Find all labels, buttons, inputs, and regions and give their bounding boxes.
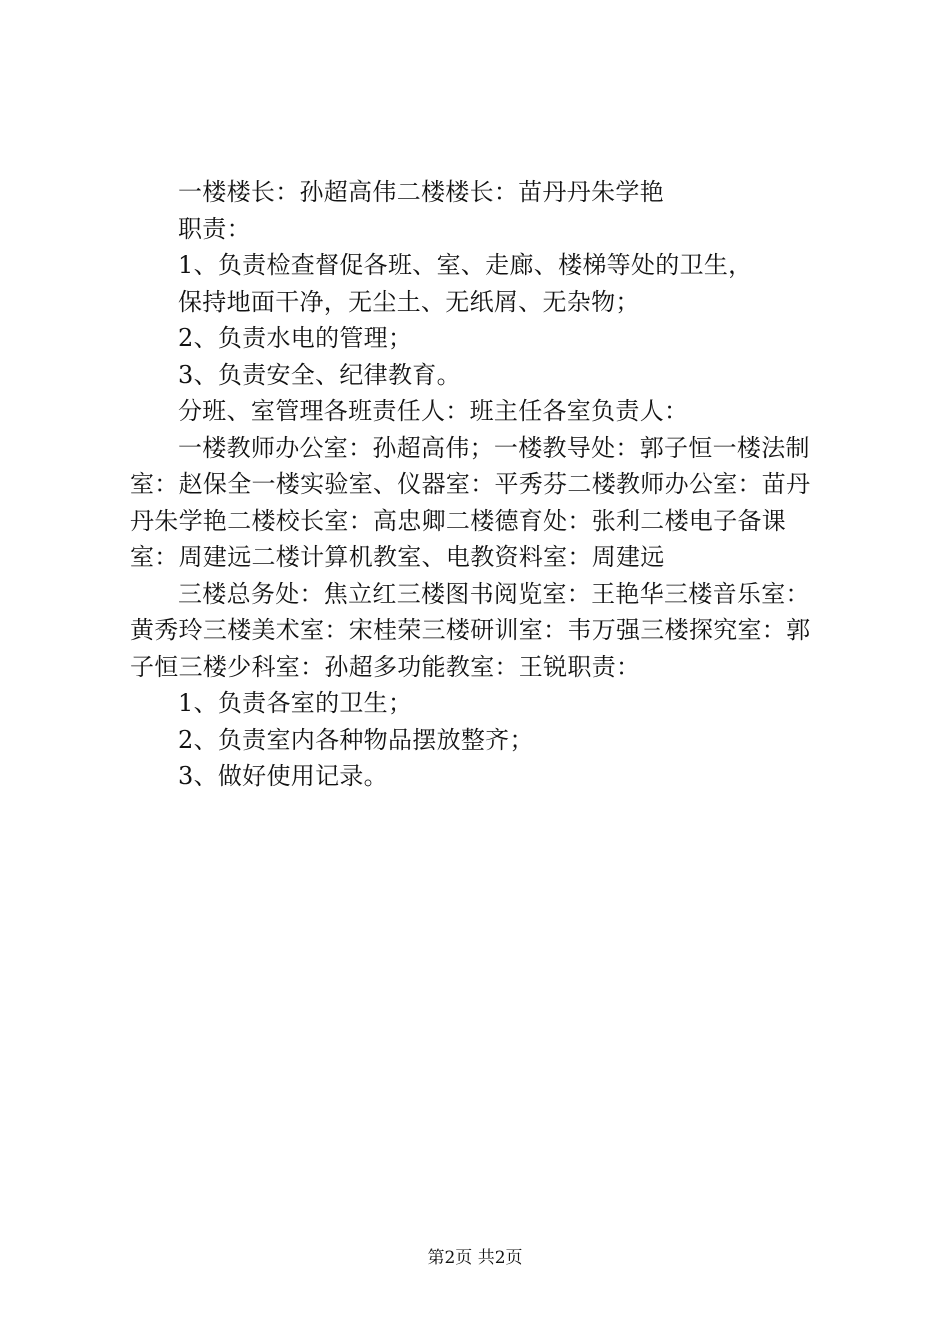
paragraph-duty-2: 2、负责水电的管理；: [178, 324, 413, 352]
paragraph-floor-leaders: 一楼楼长：孙超高伟二楼楼长：苗丹丹朱学艳: [178, 178, 664, 206]
document-body: [130, 174, 830, 795]
paragraph-room-duty-2: 2、负责室内各种物品摆放整齐；: [178, 725, 534, 754]
paragraph-room-duty-3: 3、做好使用记录。: [178, 762, 388, 790]
page-number-footer: 第2页 共2页: [427, 1248, 523, 1268]
paragraph-room-managers-heading: 分班、室管理各班责任人：班主任各室负责人：: [178, 397, 689, 425]
paragraph-floor-1-2-rooms: 一楼教师办公室：孙超高伟；一楼教导处：郭子恒一楼法制室：赵保全一楼实验室、仪器室：平秀芬二楼教师办公室：苗丹丹朱学艳二楼校长室：高忠卿二楼德育处：张利二楼电子备课室：周建远二楼计算机教室、电教资料室：周建远: [130, 433, 811, 571]
paragraph-duties-heading: 职责：: [178, 214, 251, 243]
paragraph-duty-3: 3、负责安全、纪律教育。: [178, 360, 461, 389]
paragraph-room-duty-1: 1、负责各室的卫生；: [178, 689, 413, 717]
paragraph-floor-3-rooms: 三楼总务处：焦立红三楼图书阅览室：王艳华三楼音乐室：黄秀玲三楼美术室：宋桂荣三楼研训室：韦万强三楼探究室：郭子恒三楼少科室：孙超多功能教室：王锐职责：: [130, 579, 811, 681]
paragraph-duty-1: 1、负责检查督促各班、室、走廊、楼梯等处的卫生，: [178, 251, 753, 279]
paragraph-duty-1-cont: 保持地面干净，无尘土、无纸屑、无杂物；: [178, 287, 640, 316]
